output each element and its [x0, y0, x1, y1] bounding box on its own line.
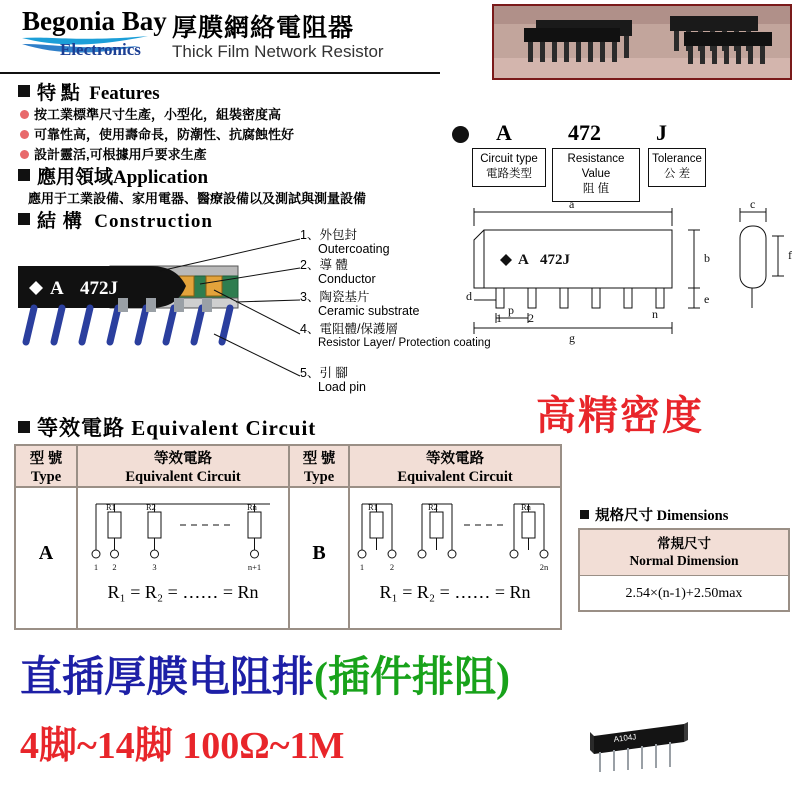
bullet-square-icon — [580, 510, 589, 519]
callout-cn: 引 腳 — [319, 366, 348, 380]
marking-tolerance-code: J — [656, 120, 667, 145]
feature-text: 設計靈活,可根據用戶要求生產 — [34, 147, 207, 162]
eq-formula-b: R₁ = R₂ = ‥‥‥ = Rn — [379, 582, 531, 602]
header-divider — [0, 72, 440, 74]
eq-col-circuit-header-2 — [350, 450, 560, 486]
construction-heading-en: Construction — [94, 211, 213, 232]
marking-cell-tolerance — [648, 148, 706, 187]
svg-text:2: 2 — [528, 311, 534, 325]
callout-number: 1、 — [300, 228, 320, 242]
callout-en: Resistor Layer/ Protection coating — [318, 337, 491, 349]
callout-number: 4、 — [300, 322, 320, 336]
marking-circuit-type-code: A — [496, 120, 512, 145]
svg-text:f: f — [788, 248, 792, 262]
features-heading-en: Features — [89, 83, 160, 104]
callout-cn: 導 體 — [319, 258, 348, 272]
svg-text:n+1: n+1 — [247, 562, 262, 572]
marking-cell-resistance — [552, 148, 640, 202]
brand-name: Begonia Bay — [22, 6, 167, 36]
feature-item — [20, 144, 207, 163]
equivalent-circuit-table — [14, 444, 562, 630]
product-title-cn: 厚膜網絡電阻器 — [172, 15, 355, 42]
svg-text:3: 3 — [152, 562, 157, 572]
svg-text:1: 1 — [496, 311, 502, 325]
bottom-part-image — [588, 714, 698, 774]
eq-formula-a: R₁ = R₂ = ‥‥‥ = Rn — [107, 582, 259, 602]
svg-text:d: d — [466, 289, 472, 303]
eq-col-type-en: Type — [30, 469, 62, 485]
svg-text:1: 1 — [93, 562, 99, 572]
svg-text:R2: R2 — [428, 502, 438, 512]
svg-text:Rn: Rn — [521, 502, 531, 512]
features-heading — [18, 78, 160, 105]
svg-text:b: b — [704, 251, 710, 265]
eq-col-circuit-en: Equivalent Circuit — [397, 469, 513, 485]
dimensions-heading-cn: 規格尺寸 — [595, 508, 653, 524]
marking-cell-circuit-type — [472, 148, 546, 187]
eq-heading-cn: 等效電路 — [37, 416, 125, 440]
callout-number: 3、 — [300, 290, 320, 304]
svg-text:R1: R1 — [106, 502, 116, 512]
svg-text:A: A — [50, 278, 64, 299]
svg-text:2: 2 — [389, 562, 395, 572]
product-photo — [492, 4, 792, 80]
svg-text:R2: R2 — [146, 502, 156, 512]
eq-col-circuit-cn: 等效電路 — [154, 451, 212, 467]
eq-col-type-en: Type — [303, 469, 335, 485]
svg-text:R1: R1 — [368, 502, 378, 512]
features-heading-cn: 特 點 — [37, 83, 80, 104]
feature-text: 可靠性高，使用壽命長，防潮性、抗腐蝕性好 — [34, 127, 295, 142]
eq-col-circuit-header — [78, 450, 288, 486]
eq-circuit-b — [352, 492, 558, 578]
eq-col-type-cn: 型 號 — [29, 451, 63, 467]
feature-item — [20, 124, 294, 143]
callout-cn: 電阻體/保護層 — [319, 322, 398, 336]
svg-text:p: p — [508, 303, 514, 317]
construction-callout — [300, 258, 376, 286]
bullet-dot-icon — [20, 110, 29, 119]
svg-text:c: c — [750, 197, 756, 211]
eq-col-circuit-cn: 等效電路 — [426, 451, 484, 467]
eq-col-type-cn: 型 號 — [302, 451, 336, 467]
dimensions-col-cn: 常規尺寸 — [657, 536, 711, 551]
dimensions-heading — [580, 504, 728, 525]
bottom-part-marking: A104J — [613, 732, 637, 744]
banner-line1-green: (插件排阻) — [314, 655, 510, 701]
bottom-banner-line2: 4脚~14脚 100Ω~1M — [20, 725, 345, 767]
bullet-dot-icon — [20, 150, 29, 159]
bullet-dot-icon — [20, 130, 29, 139]
construction-callout — [300, 290, 419, 318]
highlight-text: 高精密度 — [536, 393, 704, 438]
callout-en: Outercoating — [318, 242, 390, 256]
banner-line1-blue: 直插厚膜电阻排 — [20, 655, 315, 701]
svg-text:2: 2 — [112, 562, 117, 572]
product-title-en: Thick Film Network Resistor — [172, 42, 384, 61]
svg-text:472J: 472J — [80, 278, 118, 299]
dimension-diagram — [452, 196, 800, 356]
svg-text:n: n — [652, 307, 658, 321]
eq-circuit-a — [80, 492, 286, 578]
svg-text:1: 1 — [359, 562, 365, 572]
svg-text:2n: 2n — [539, 562, 549, 572]
callout-en: Conductor — [318, 272, 376, 286]
svg-text:e: e — [704, 292, 710, 306]
eq-col-type-header-2 — [290, 450, 348, 486]
svg-text:A: A — [518, 252, 529, 268]
callout-cn: 陶瓷基片 — [319, 290, 370, 304]
construction-callout — [300, 366, 366, 394]
marking-cell-cn: 阻 值 — [582, 183, 610, 195]
dimensions-table — [578, 528, 790, 612]
equivalent-circuit-heading — [18, 412, 316, 442]
bullet-square-icon — [18, 85, 30, 97]
callout-cn: 外包封 — [319, 228, 357, 242]
svg-text:472J: 472J — [540, 252, 570, 268]
dimensions-heading-en: Dimensions — [656, 508, 729, 524]
application-heading-text: 應用領域Application — [37, 167, 209, 188]
eq-col-circuit-en: Equivalent Circuit — [125, 469, 241, 485]
marking-cell-en: Circuit type — [480, 153, 538, 165]
dimensions-value: 2.54×(n-1)+2.50max — [625, 586, 743, 601]
marking-cell-en: Resistance Value — [567, 153, 625, 180]
application-heading — [18, 162, 208, 189]
svg-text:Rn: Rn — [247, 502, 257, 512]
callout-en: Load pin — [318, 380, 366, 394]
eq-heading-en: Equivalent Circuit — [131, 416, 317, 440]
construction-heading-cn: 結 構 — [37, 211, 83, 232]
callout-en: Ceramic substrate — [318, 304, 420, 318]
bottom-banner-line1 — [20, 644, 510, 704]
eq-row-type-b: B — [312, 542, 326, 564]
marking-cell-en: Tolerance — [652, 153, 702, 165]
svg-text:g: g — [569, 331, 575, 345]
eq-col-type-header — [16, 450, 76, 486]
dimensions-table-header — [580, 530, 788, 576]
construction-callout — [300, 228, 390, 256]
dimensions-col-en: Normal Dimension — [629, 553, 739, 568]
bullet-square-icon — [18, 421, 30, 433]
callout-number: 5、 — [300, 366, 320, 380]
marking-cell-cn: 電路类型 — [486, 168, 532, 180]
marking-polarity-dot-icon — [452, 126, 469, 143]
eq-row-type-a: A — [38, 542, 54, 564]
brand-subtitle: Electronics — [60, 40, 141, 59]
callout-number: 2、 — [300, 258, 320, 272]
svg-text:a: a — [569, 197, 575, 211]
marking-resistance-code: 472 — [568, 120, 601, 145]
application-text: 應用于工業設備、家用電器、醫療設備以及測試與測量設備 — [28, 191, 367, 206]
bullet-square-icon — [18, 169, 30, 181]
marking-cell-cn: 公 差 — [663, 168, 691, 180]
feature-item — [20, 104, 281, 123]
feature-text: 按工業標準尺寸生產，小型化，組裝密度高 — [34, 107, 282, 122]
